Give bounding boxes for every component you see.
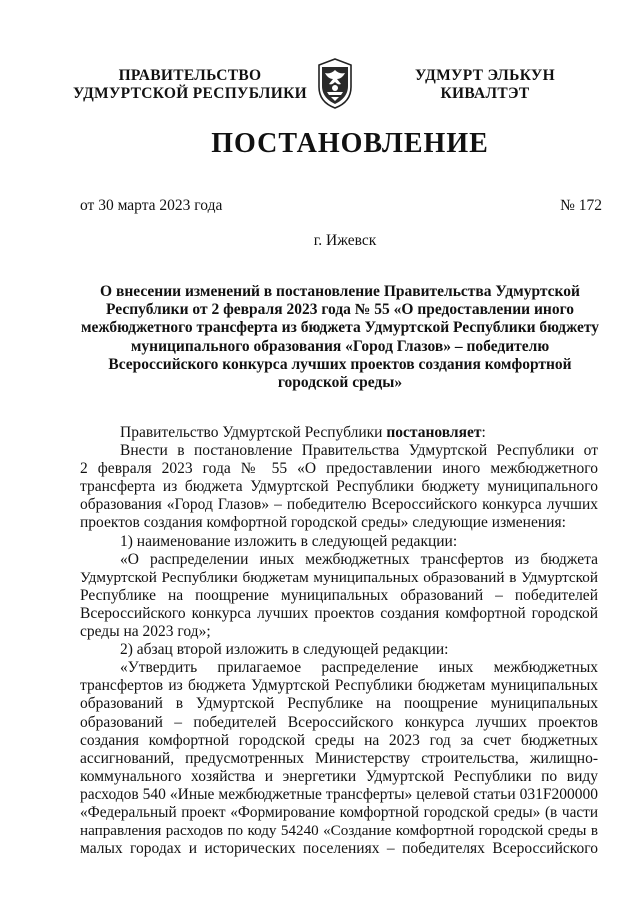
- header-left-authority: [60, 67, 320, 103]
- decree-intro: Правительство Удмуртской Республики: [120, 424, 387, 441]
- body-line: Удмуртской Республики бюджетам муниципальных образований в Удмуртской: [80, 568, 598, 586]
- body-line: Всероссийского конкурса лучших проектов создания комфортной городской: [80, 604, 598, 622]
- document-title: ПОСТАНОВЛЕНИЕ: [211, 128, 489, 159]
- document-date: от 30 марта 2023 года: [80, 197, 223, 214]
- document-body: [80, 424, 598, 858]
- document-place: г. Ижевск: [313, 232, 377, 249]
- body-line: «Федеральный проект «Формирование комфортной городской среды» (в части: [80, 803, 598, 821]
- body-line: «О распределении иных межбюджетных трансфертов из бюджета: [120, 550, 598, 568]
- body-line: проектов создания комфортной городской среды» следующие изменения:: [80, 514, 566, 532]
- body-line-decree: [80, 424, 598, 442]
- body-line: образований в Удмуртской Республике на поощрение муниципальных: [80, 695, 598, 713]
- decree-colon: :: [481, 424, 486, 441]
- header-left-line2: УДМУРТСКОЙ РЕСПУБЛИКИ: [72, 85, 307, 102]
- body-line: 2) абзац второй изложить в следующей редакции:: [120, 641, 449, 659]
- body-line: среды на 2023 год»;: [80, 623, 211, 641]
- body-line: трансферта из бюджета Удмуртской Республики бюджету муниципального: [80, 478, 598, 496]
- body-line: коммунального хозяйства и энергетики Удмуртской Республики по виду: [80, 767, 598, 785]
- body-line: Республике на поощрение муниципальных образований – победителей: [80, 586, 598, 604]
- subject-line: городской среды»: [277, 374, 403, 392]
- body-line: ассигнований, предусмотренных Министерству строительства, жилищно-: [80, 749, 598, 767]
- header-left-line1: ПРАВИТЕЛЬСТВО: [118, 67, 262, 84]
- document-subject: [80, 283, 600, 392]
- coat-of-arms-udmurtia-icon: [315, 57, 355, 109]
- decree-keyword: постановляет: [386, 424, 482, 441]
- body-line: расходов 540 «Иные межбюджетные трансферты» целевой статьи 031F200000: [80, 785, 598, 803]
- body-line: трансфертов из бюджета Удмуртской Республики бюджетам муниципальных: [80, 677, 598, 695]
- body-line: создания комфортной городской среды на 2023 год за счет бюджетных: [80, 731, 598, 749]
- header-right-authority: [400, 67, 570, 103]
- body-line: 1) наименование изложить в следующей редакции:: [120, 532, 458, 550]
- subject-line: муниципального образования «Город Глазов» – победителю: [130, 337, 550, 355]
- body-line: образований – победителей Всероссийского конкурса лучших проектов: [80, 713, 598, 731]
- body-line: образования «Город Глазов» – победителю Всероссийского конкурса лучших: [80, 496, 598, 514]
- header-right-line1: УДМУРТ ЭЛЬКУН: [415, 67, 555, 84]
- subject-line: Всероссийского конкурса лучших проектов создания комфортной: [108, 355, 572, 373]
- body-line: «Утвердить прилагаемое распределение иных межбюджетных: [120, 659, 598, 677]
- document-number: № 172: [560, 197, 602, 214]
- body-line: малых городах и исторических поселениях – победителях Всероссийского: [80, 840, 598, 858]
- body-line: направления расходов по коду 54240 «Создание комфортной городской среды в: [80, 823, 598, 840]
- body-line: Внести в постановление Правительства Удмуртской Республики от: [120, 442, 598, 460]
- subject-line: межбюджетного трансферта из бюджета Удмуртской Республики бюджету: [80, 319, 600, 337]
- subject-line: Республики от 2 февраля 2023 года № 55 «О предоставлении иного: [106, 301, 574, 319]
- subject-line: О внесении изменений в постановление Правительства Удмуртской: [100, 283, 580, 300]
- body-line: 2 февраля 2023 года № 55 «О предоставлении иного межбюджетного: [80, 460, 598, 478]
- header-right-line2: КИВАЛТЭТ: [440, 85, 530, 102]
